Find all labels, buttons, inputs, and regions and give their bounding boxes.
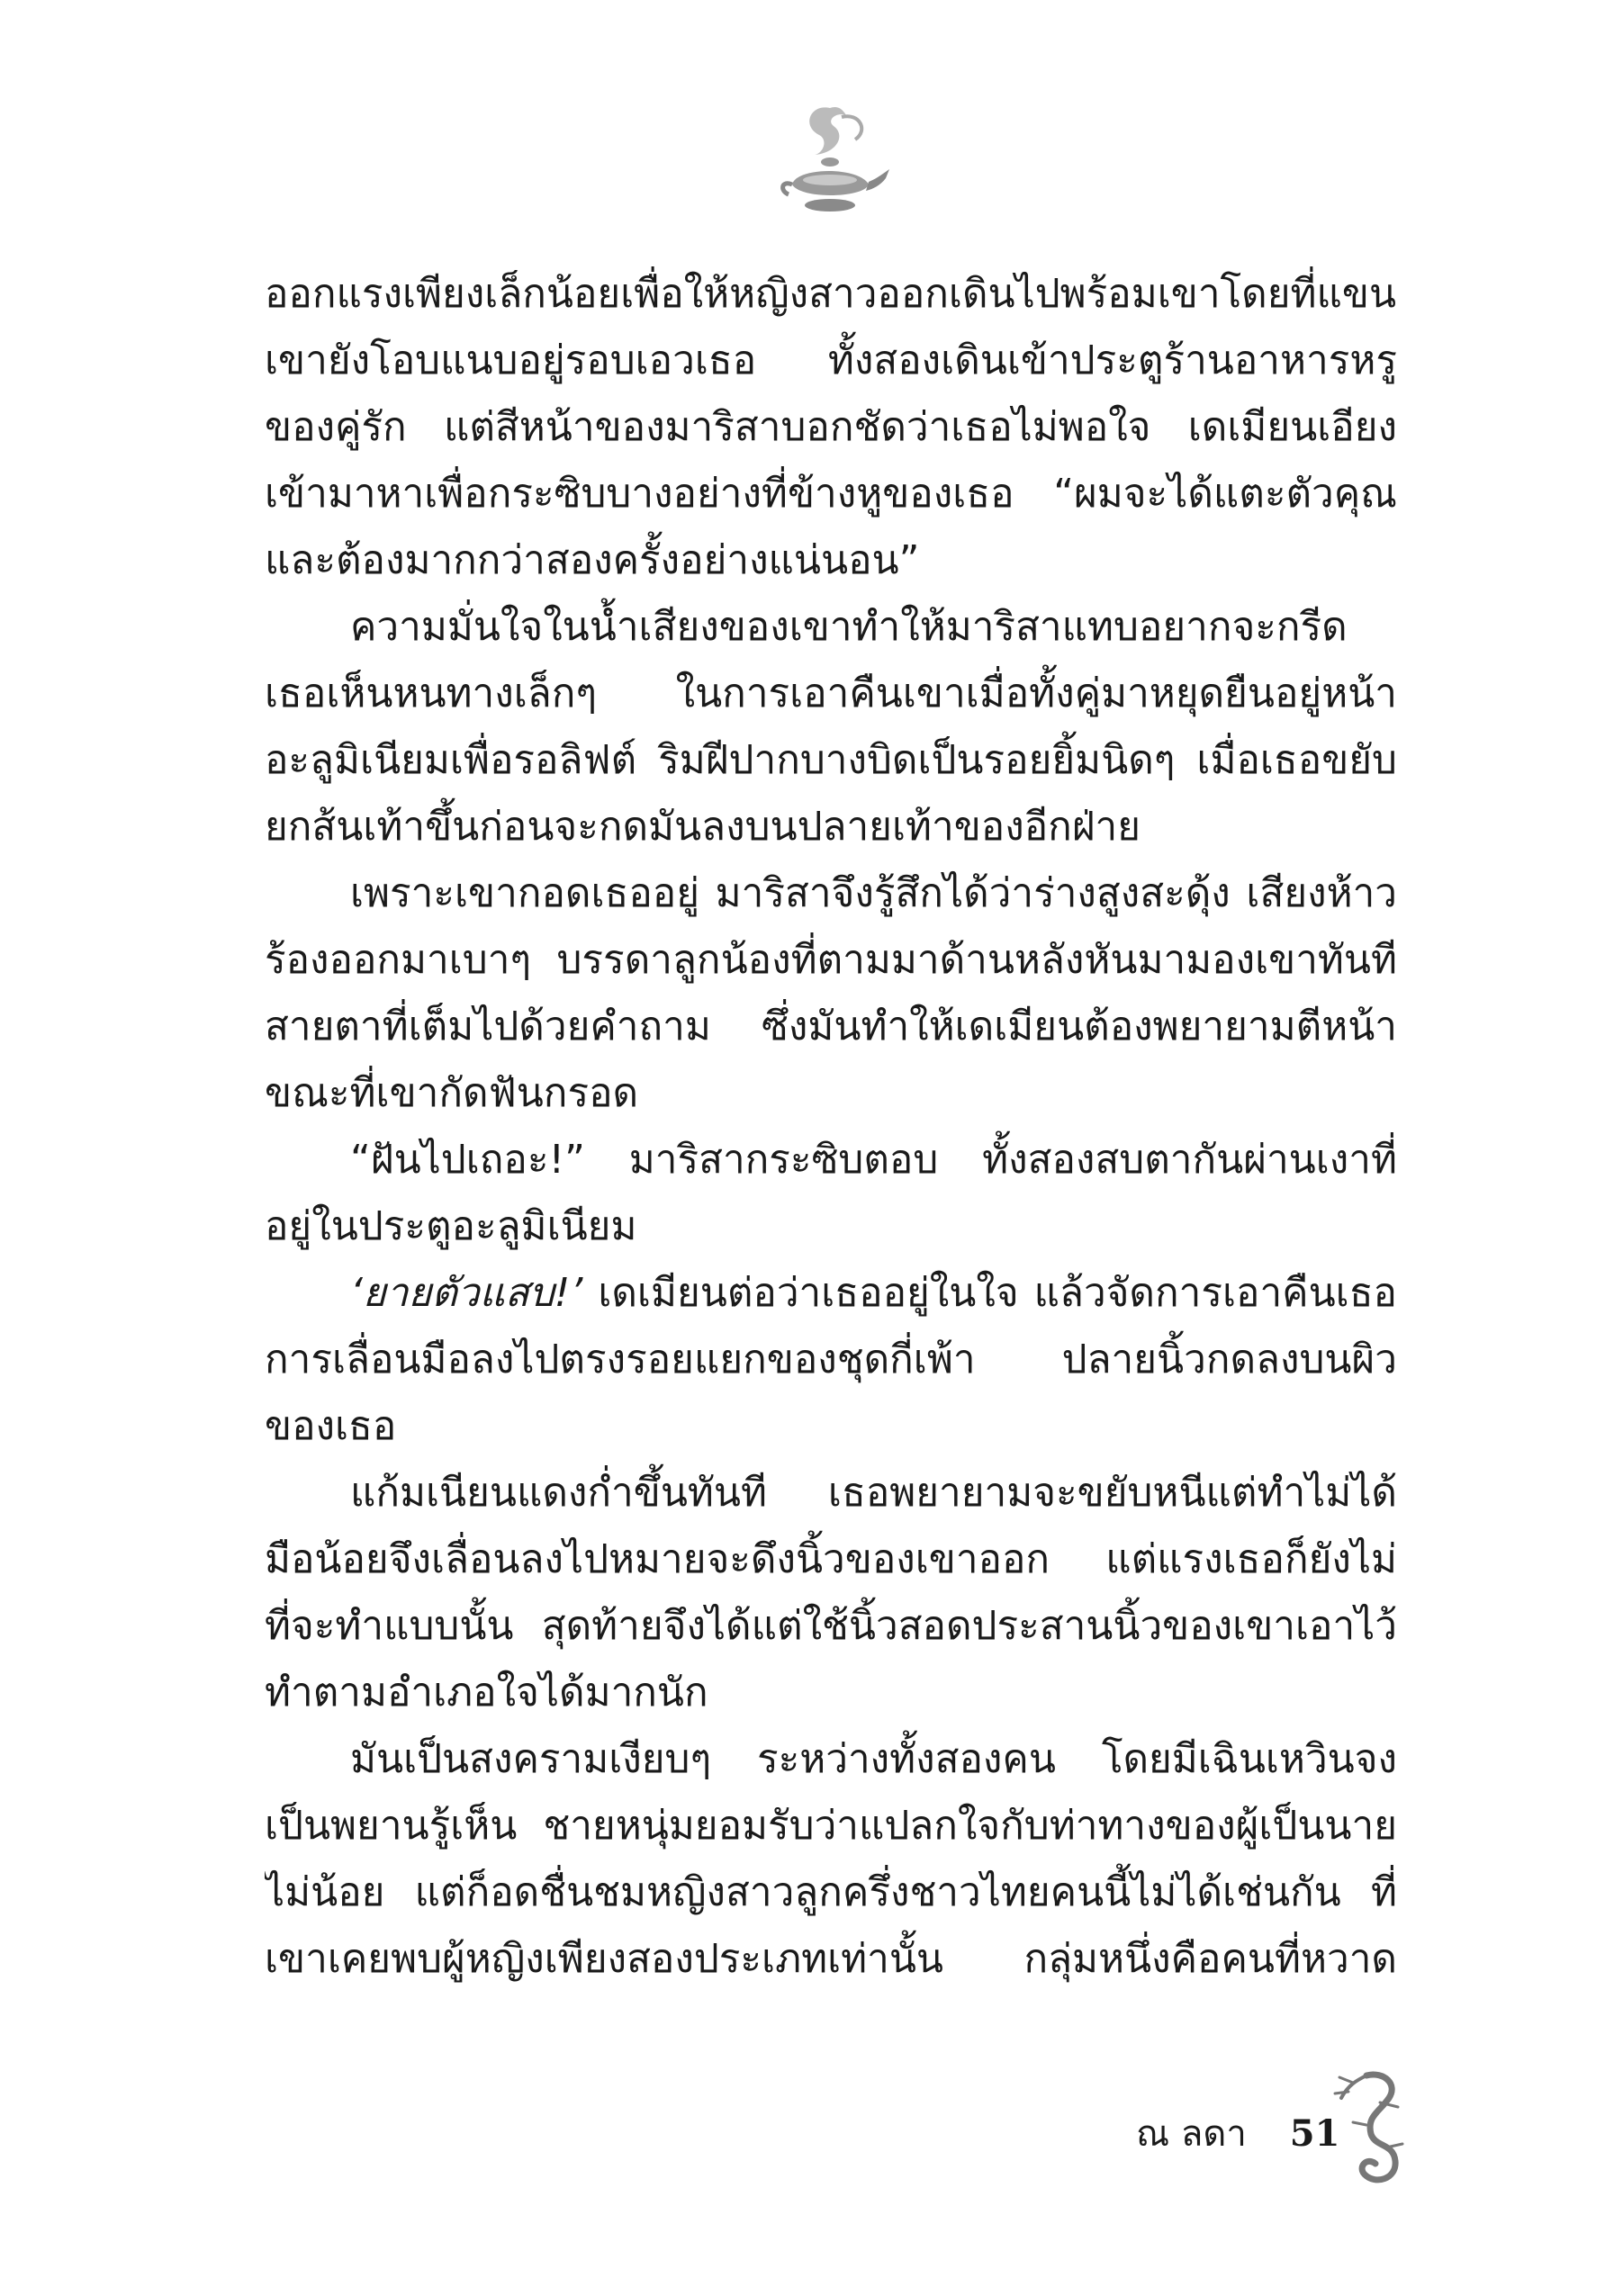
author-name: ณ ลดา — [1136, 2113, 1247, 2155]
body-text — [265, 261, 1397, 1993]
italic-thought: ‘ยายตัวแสบ!’ — [350, 1270, 583, 1316]
text-line: ความมั่นใจในน้ำเสียงของเขาทำให้มาริสาแทบอยากจะกรีด — [350, 604, 1348, 650]
text-line: ร้องออกมาเบาๆ บรรดาลูกน้องที่ตามมาด้านหลังหันมามองเขาทันที — [265, 937, 1397, 983]
text-line: และต้องมากกว่าสองครั้งอย่างแน่นอน” — [265, 537, 920, 583]
text-line: ของคู่รัก แต่สีหน้าของมาริสาบอกชัดว่าเธอไม่พอใจ เดเมียนเอียง — [265, 404, 1397, 450]
text-line: ทำตามอำเภอใจได้มากนัก — [265, 1670, 708, 1715]
text-line: มันเป็นสงครามเงียบๆ ระหว่างทั้งสองคน โดยมีเฉินเหวินจง — [350, 1736, 1397, 1782]
text-line: สายตาที่เต็มไปด้วยคำถาม ซึ่งมันทำให้เดเมียนต้องพยายามตีหน้า — [265, 1004, 1397, 1049]
genie-lamp-icon — [774, 99, 891, 225]
text-line — [265, 1260, 1397, 1327]
text-line: เพราะเขากอดเธออยู่ มาริสาจึงรู้สึกได้ว่าร่างสูงสะดุ้ง เสียงห้าว — [350, 870, 1397, 916]
dragon-icon — [1330, 2066, 1411, 2192]
text-line: ของเธอ — [265, 1403, 397, 1449]
text-line: ไม่น้อย แต่ก็อดชื่นชมหญิงสาวลูกครึ่งชาวไทยคนนี้ไม่ได้เช่นกัน ที่ — [265, 1869, 1397, 1915]
text-line: เขายังโอบแนบอยู่รอบเอวเธอ ทั้งสองเดินเข้าประตูร้านอาหารหรู — [265, 338, 1397, 383]
text-line: แก้มเนียนแดงก่ำขึ้นทันที เธอพยายามจะขยับหนีแต่ทำไม่ได้ — [350, 1470, 1397, 1516]
page-footer — [1136, 2104, 1339, 2162]
text-line: อยู่ในประตูอะลูมิเนียม — [265, 1203, 637, 1249]
text-line: มือน้อยจึงเลื่อนลงไปหมายจะดึงนิ้วของเขาออก แต่แรงเธอก็ยังไม่ — [265, 1536, 1397, 1582]
text-line: เข้ามาหาเพื่อกระซิบบางอย่างที่ข้างหูของเธอ “ผมจะได้แตะตัวคุณ — [265, 471, 1397, 517]
text-line: เธอเห็นหนทางเล็กๆ ในการเอาคืนเขาเมื่อทั้งคู่มาหยุดยืนอยู่หน้า — [265, 671, 1397, 716]
text-line: อะลูมิเนียมเพื่อรอลิฟต์ ริมฝีปากบางบิดเป็นรอยยิ้มนิดๆ เมื่อเธอขยับ — [265, 737, 1397, 783]
text-line: เป็นพยานรู้เห็น ชายหนุ่มยอมรับว่าแปลกใจกับท่าทางของผู้เป็นนาย — [265, 1803, 1397, 1849]
text-line: ที่จะทำแบบนั้น สุดท้ายจึงได้แต่ใช้นิ้วสอดประสานนิ้วของเขาเอาไว้ — [265, 1603, 1397, 1649]
text-line: เขาเคยพบผู้หญิงเพียงสองประเภทเท่านั้น กลุ่มหนึ่งคือคนที่หวาด — [265, 1936, 1397, 1982]
text-line: ยกส้นเท้าขึ้นก่อนจะกดมันลงบนปลายเท้าของอีกฝ่าย — [265, 804, 1141, 850]
page-number: 51 — [1289, 2112, 1340, 2155]
text-line: ขณะที่เขากัดฟันกรอด — [265, 1070, 639, 1116]
text-line-rest: เดเมียนต่อว่าเธออยู่ในใจ แล้วจัดการเอาคืนเธอ — [598, 1270, 1397, 1316]
text-line: การเลื่อนมือลงไปตรงรอยแยกของชุดกี่เพ้า ปลายนิ้วกดลงบนผิว — [265, 1337, 1397, 1382]
text-line: “ฝันไปเถอะ!” มาริสากระซิบตอบ ทั้งสองสบตากันผ่านเงาที่ — [350, 1137, 1397, 1183]
text-line: ออกแรงเพียงเล็กน้อยเพื่อให้หญิงสาวออกเดินไปพร้อมเขาโดยที่แขน — [265, 271, 1397, 317]
